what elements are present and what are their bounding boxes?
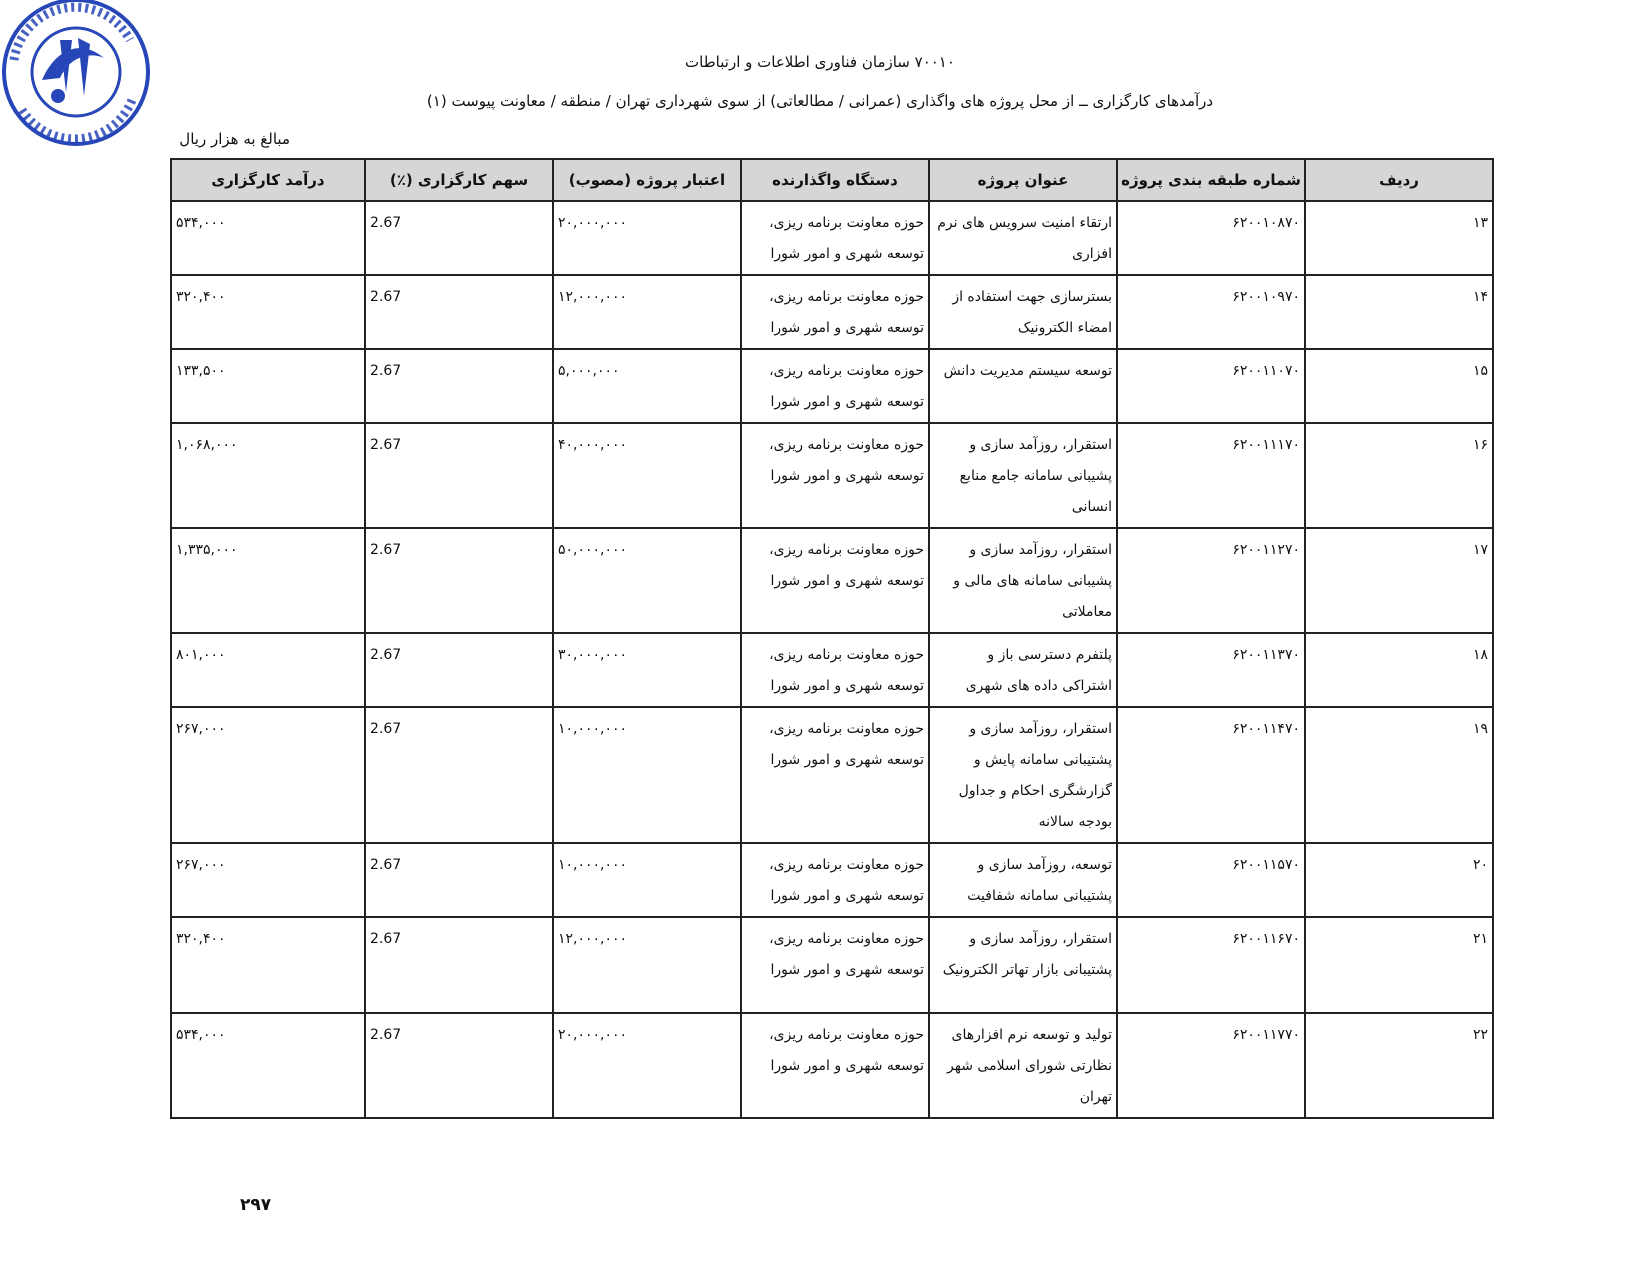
project-title-cell: پلتفرم دسترسی باز و اشتراکی داده های شهری (929, 633, 1117, 707)
row-number-cell: ۱۴ (1305, 275, 1493, 349)
assigning-agency-cell: حوزه معاونت برنامه ریزی، توسعه شهری و امور شورا (741, 423, 929, 528)
agency-share-cell: 2.67 (365, 633, 553, 707)
row-number-cell: ۲۲ (1305, 1013, 1493, 1118)
agency-income-cell: ۲۶۷,۰۰۰ (171, 843, 365, 917)
assigning-agency-cell: حوزه معاونت برنامه ریزی، توسعه شهری و امور شورا (741, 275, 929, 349)
classification-number-cell: ۶۲۰۰۱۱۵۷۰ (1117, 843, 1305, 917)
classification-number-cell: ۶۲۰۰۱۱۷۷۰ (1117, 1013, 1305, 1118)
project-credit-cell: ۱۲,۰۰۰,۰۰۰ (553, 275, 741, 349)
table-row (171, 917, 1493, 1013)
assigning-agency-cell: حوزه معاونت برنامه ریزی، توسعه شهری و امور شورا (741, 349, 929, 423)
classification-number-cell: ۶۲۰۰۱۱۲۷۰ (1117, 528, 1305, 633)
row-number-cell: ۱۷ (1305, 528, 1493, 633)
table-row (171, 201, 1493, 275)
header-agency-income: درآمد کارگزاری (171, 159, 365, 201)
agency-income-cell: ۱۳۳,۵۰۰ (171, 349, 365, 423)
project-title-cell: تولید و توسعه نرم افزارهای نظارتی شورای اسلامی شهر تهران (929, 1013, 1117, 1118)
project-title-cell: ارتقاء امنیت سرویس های نرم افزاری (929, 201, 1117, 275)
agency-share-cell: 2.67 (365, 843, 553, 917)
project-credit-cell: ۲۰,۰۰۰,۰۰۰ (553, 1013, 741, 1118)
project-credit-cell: ۱۲,۰۰۰,۰۰۰ (553, 917, 741, 1013)
table-row (171, 707, 1493, 843)
assigning-agency-cell: حوزه معاونت برنامه ریزی، توسعه شهری و امور شورا (741, 528, 929, 633)
assigning-agency-cell: حوزه معاونت برنامه ریزی، توسعه شهری و امور شورا (741, 707, 929, 843)
header-agency-share: سهم کارگزاری (٪) (365, 159, 553, 201)
table-row (171, 349, 1493, 423)
table-header-row (171, 159, 1493, 201)
classification-number-cell: ۶۲۰۰۱۰۹۷۰ (1117, 275, 1305, 349)
project-title-cell: استقرار، روزآمد سازی و پشیبانی سامانه جامع منابع انسانی (929, 423, 1117, 528)
row-number-cell: ۱۹ (1305, 707, 1493, 843)
project-title-cell: بسترسازی جهت استفاده از امضاء الکترونیک (929, 275, 1117, 349)
classification-number-cell: ۶۲۰۰۱۱۰۷۰ (1117, 349, 1305, 423)
project-title-cell: توسعه سیستم مدیریت دانش (929, 349, 1117, 423)
project-title-cell: استقرار، روزآمد سازی و پشتیبانی بازار تهاتر الکترونیک (929, 917, 1117, 1013)
row-number-cell: ۱۶ (1305, 423, 1493, 528)
agency-income-cell: ۱,۳۳۵,۰۰۰ (171, 528, 365, 633)
agency-income-cell: ۳۲۰,۴۰۰ (171, 275, 365, 349)
classification-number-cell: ۶۲۰۰۱۱۶۷۰ (1117, 917, 1305, 1013)
project-credit-cell: ۴۰,۰۰۰,۰۰۰ (553, 423, 741, 528)
classification-number-cell: ۶۲۰۰۱۰۸۷۰ (1117, 201, 1305, 275)
header-classification-number: شماره طبقه بندی پروژه (1117, 159, 1305, 201)
project-title-cell: توسعه، روزآمد سازی و پشتیبانی سامانه شفافیت (929, 843, 1117, 917)
classification-number-cell: ۶۲۰۰۱۱۱۷۰ (1117, 423, 1305, 528)
project-credit-cell: ۱۰,۰۰۰,۰۰۰ (553, 707, 741, 843)
header-row-number: ردیف (1305, 159, 1493, 201)
header-project-credit: اعتبار پروژه (مصوب) (553, 159, 741, 201)
agency-income-cell: ۳۲۰,۴۰۰ (171, 917, 365, 1013)
project-title-cell: استقرار، روزآمد سازی و پشتیبانی سامانه پایش و گزارشگری احکام و جداول بودجه سالانه (929, 707, 1117, 843)
header-subtitle: درآمدهای کارگزاری ــ از محل پروژه های واگذاری (عمرانی / مطالعاتی) از سوی شهرداری تهران / منطقه / معاونت پیوست (۱) (426, 92, 1214, 110)
agency-share-cell: 2.67 (365, 201, 553, 275)
row-number-cell: ۲۰ (1305, 843, 1493, 917)
assigning-agency-cell: حوزه معاونت برنامه ریزی، توسعه شهری و امور شورا (741, 1013, 929, 1118)
assigning-agency-cell: حوزه معاونت برنامه ریزی، توسعه شهری و امور شورا (741, 633, 929, 707)
agency-income-cell: ۲۶۷,۰۰۰ (171, 707, 365, 843)
assigning-agency-cell: حوزه معاونت برنامه ریزی، توسعه شهری و امور شورا (741, 843, 929, 917)
agency-income-cell: ۵۳۴,۰۰۰ (171, 201, 365, 275)
projects-table (170, 158, 1494, 1119)
classification-number-cell: ۶۲۰۰۱۱۳۷۰ (1117, 633, 1305, 707)
project-credit-cell: ۳۰,۰۰۰,۰۰۰ (553, 633, 741, 707)
table-row (171, 1013, 1493, 1118)
agency-share-cell: 2.67 (365, 917, 553, 1013)
agency-share-cell: 2.67 (365, 1013, 553, 1118)
unit-note: مبالغ به هزار ریال (179, 130, 290, 148)
project-credit-cell: ۵,۰۰۰,۰۰۰ (553, 349, 741, 423)
row-number-cell: ۱۵ (1305, 349, 1493, 423)
agency-share-cell: 2.67 (365, 349, 553, 423)
council-seal-stamp (0, 0, 152, 152)
agency-income-cell: ۵۳۴,۰۰۰ (171, 1013, 365, 1118)
project-title-cell: استقرار، روزآمد سازی و پشیبانی سامانه های مالی و معاملاتی (929, 528, 1117, 633)
project-credit-cell: ۱۰,۰۰۰,۰۰۰ (553, 843, 741, 917)
row-number-cell: ۲۱ (1305, 917, 1493, 1013)
table-row (171, 633, 1493, 707)
row-number-cell: ۱۸ (1305, 633, 1493, 707)
table-row (171, 275, 1493, 349)
agency-share-cell: 2.67 (365, 423, 553, 528)
project-credit-cell: ۵۰,۰۰۰,۰۰۰ (553, 528, 741, 633)
assigning-agency-cell: حوزه معاونت برنامه ریزی، توسعه شهری و امور شورا (741, 201, 929, 275)
assigning-agency-cell: حوزه معاونت برنامه ریزی، توسعه شهری و امور شورا (741, 917, 929, 1013)
agency-income-cell: ۸۰۱,۰۰۰ (171, 633, 365, 707)
agency-share-cell: 2.67 (365, 275, 553, 349)
table-row (171, 843, 1493, 917)
agency-share-cell: 2.67 (365, 707, 553, 843)
page-number: ۲۹۷ (240, 1195, 272, 1215)
table-row (171, 423, 1493, 528)
project-credit-cell: ۲۰,۰۰۰,۰۰۰ (553, 201, 741, 275)
table-row (171, 528, 1493, 633)
header-assigning-agency: دستگاه واگذارنده (741, 159, 929, 201)
agency-income-cell: ۱,۰۶۸,۰۰۰ (171, 423, 365, 528)
agency-share-cell: 2.67 (365, 528, 553, 633)
header-organization-code: ۷۰۰۱۰ سازمان فناوری اطلاعات و ارتباطات (685, 53, 955, 71)
classification-number-cell: ۶۲۰۰۱۱۴۷۰ (1117, 707, 1305, 843)
row-number-cell: ۱۳ (1305, 201, 1493, 275)
header-project-title: عنوان پروژه (929, 159, 1117, 201)
